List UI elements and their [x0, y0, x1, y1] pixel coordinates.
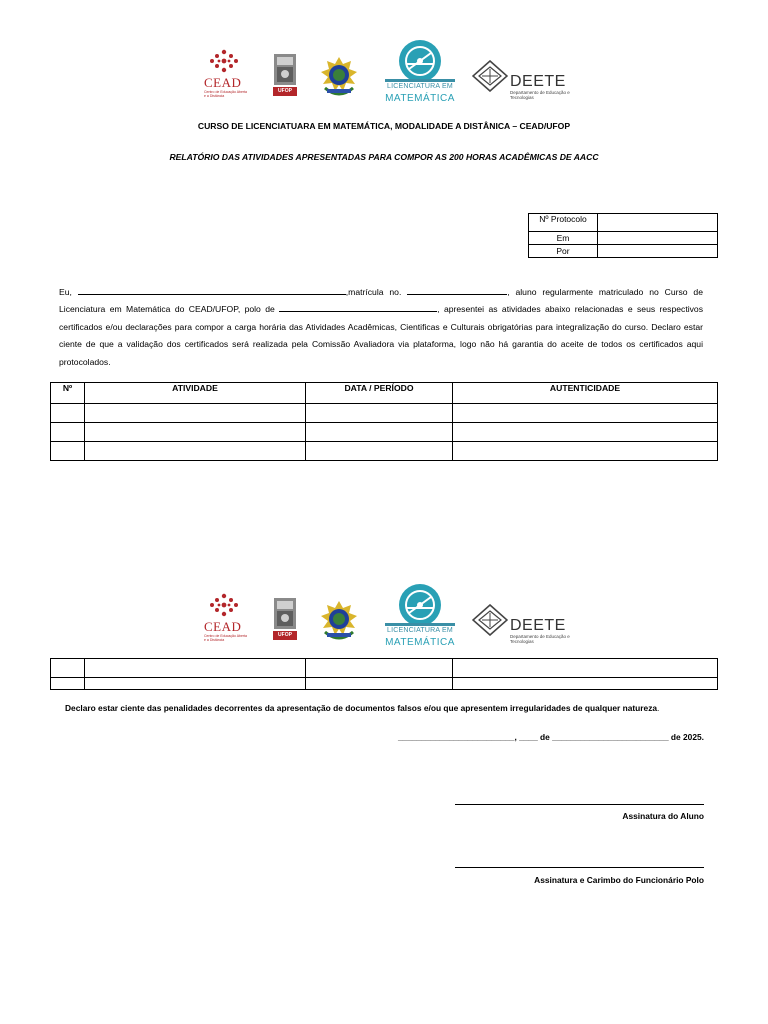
licenciatura-matematica-logo	[385, 39, 455, 109]
cell-activity[interactable]	[85, 423, 306, 442]
polo-field[interactable]	[279, 302, 437, 312]
col-header-number: Nº	[51, 383, 85, 404]
penalty-declaration	[65, 700, 705, 717]
ufop-logo	[273, 597, 297, 643]
para-part1: Eu,	[59, 287, 78, 297]
protocol-box	[528, 213, 718, 258]
cead-dots-icon	[200, 592, 248, 620]
cead-logo-subtitle: Centro de Educação Aberta e a Distância	[204, 634, 248, 642]
staff-signature-line[interactable]	[455, 867, 704, 868]
registration-number-field[interactable]	[407, 285, 507, 295]
protocol-by-field[interactable]	[598, 245, 718, 258]
col-header-activity: ATIVIDADE	[85, 383, 306, 404]
activities-table	[50, 382, 718, 461]
matematica-text: MATEMÁTICA	[385, 93, 455, 104]
cell-number[interactable]	[51, 442, 85, 461]
logo-band-bottom	[200, 592, 580, 660]
cell-authenticity[interactable]	[453, 423, 718, 442]
para-part4: , apresentei as atividades abaixo relacionadas e seus respectivos certificados e/ou declarações para compor a carga horária das Atividades Acadêmicas, Cientificas e Culturais obrigatórias para integralização do curso. Declaro estar ciente de que a validação dos certificados será realizada pela Comissão Avaliadora via plataforma, logo não há garantia do aceite de todos os certificados aqui protocolados.	[59, 304, 703, 367]
date-line[interactable]: _________________________, ____ de _________________________ de 2025.	[398, 732, 704, 742]
deete-logo-text: DEETE	[510, 617, 566, 634]
deete-logo	[472, 604, 580, 644]
table-row	[51, 423, 718, 442]
protocol-by-label: Por	[529, 245, 598, 258]
licenciatura-text: LICENCIATURA EM	[387, 83, 453, 90]
cell-activity[interactable]	[85, 659, 306, 678]
brazil-coat-of-arms	[319, 56, 359, 98]
para-part3: , aluno regularmente matriculado no Curso de Licenciatura em Matemática do CEAD/UFOP, polo de	[59, 287, 703, 315]
deete-logo-subtitle: Departamento de Educação e Tecnologias	[510, 90, 570, 100]
ufop-crest-icon	[273, 53, 297, 86]
deete-logo	[472, 60, 580, 100]
deete-diamond-icon	[472, 604, 508, 636]
cell-activity[interactable]	[85, 442, 306, 461]
penalty-declaration-end: .	[657, 703, 660, 713]
cell-authenticity[interactable]	[453, 678, 718, 690]
cell-authenticity[interactable]	[453, 659, 718, 678]
cead-logo	[200, 592, 248, 648]
student-signature-line[interactable]	[455, 804, 704, 805]
cell-authenticity[interactable]	[453, 442, 718, 461]
math-protractor-icon	[385, 39, 455, 85]
staff-signature-label: Assinatura e Carimbo do Funcionário Polo	[534, 875, 704, 885]
cell-date[interactable]	[306, 423, 453, 442]
coat-of-arms-icon	[319, 56, 359, 98]
ufop-logo-text: UFOP	[273, 631, 297, 640]
protocol-number-field[interactable]	[598, 214, 718, 232]
protocol-date-field[interactable]	[598, 232, 718, 245]
course-title: CURSO DE LICENCIATUARA EM MATEMÁTICA, MODALIDADE A DISTÂNICA – CEAD/UFOP	[197, 121, 571, 131]
protocol-date-label: Em	[529, 232, 598, 245]
math-protractor-icon	[385, 583, 455, 629]
table-row	[51, 659, 718, 678]
cead-logo	[200, 48, 248, 104]
licenciatura-text: LICENCIATURA EM	[387, 627, 453, 634]
cell-number[interactable]	[51, 404, 85, 423]
cell-activity[interactable]	[85, 678, 306, 690]
cell-date[interactable]	[306, 659, 453, 678]
cell-number[interactable]	[51, 423, 85, 442]
declaration-paragraph	[59, 284, 703, 371]
table-row	[51, 404, 718, 423]
cead-logo-text: CEAD	[204, 75, 242, 90]
report-title: RELATÓRIO DAS ATIVIDADES APRESENTADAS PARA COMPOR AS 200 HORAS ACADÊMICAS DE AACC	[169, 152, 599, 162]
ufop-logo	[273, 53, 297, 99]
matematica-text: MATEMÁTICA	[385, 637, 455, 648]
cell-activity[interactable]	[85, 404, 306, 423]
cead-dots-icon	[200, 48, 248, 76]
activities-table-continued	[50, 658, 718, 690]
licenciatura-matematica-logo	[385, 583, 455, 653]
col-header-date: DATA / PERÍODO	[306, 383, 453, 404]
student-signature-label: Assinatura do Aluno	[622, 811, 704, 821]
ufop-logo-text: UFOP	[273, 87, 297, 96]
cead-logo-subtitle: Centro de Educação Aberta e a Distância	[204, 90, 248, 98]
cell-date[interactable]	[306, 678, 453, 690]
protocol-number-label: Nº Protocolo	[529, 214, 598, 232]
cell-date[interactable]	[306, 442, 453, 461]
cell-number[interactable]	[51, 659, 85, 678]
para-part2: ,matrícula no.	[345, 287, 408, 297]
table-row	[51, 678, 718, 690]
cead-logo-text: CEAD	[204, 619, 242, 634]
penalty-declaration-text: Declaro estar ciente das penalidades decorrentes da apresentação de documentos falsos e/ou que apresentem irregularidades de qualquer natureza	[65, 703, 658, 713]
logo-band-top	[200, 48, 580, 116]
col-header-authenticity: AUTENTICIDADE	[453, 383, 718, 404]
deete-diamond-icon	[472, 60, 508, 92]
cell-authenticity[interactable]	[453, 404, 718, 423]
deete-logo-text: DEETE	[510, 73, 566, 90]
cell-date[interactable]	[306, 404, 453, 423]
cell-number[interactable]	[51, 678, 85, 690]
student-name-field[interactable]	[78, 285, 346, 295]
ufop-crest-icon	[273, 597, 297, 630]
activities-header-row	[51, 383, 718, 404]
deete-logo-subtitle: Departamento de Educação e Tecnologias	[510, 634, 570, 644]
coat-of-arms-icon	[319, 600, 359, 642]
table-row	[51, 442, 718, 461]
brazil-coat-of-arms	[319, 600, 359, 642]
